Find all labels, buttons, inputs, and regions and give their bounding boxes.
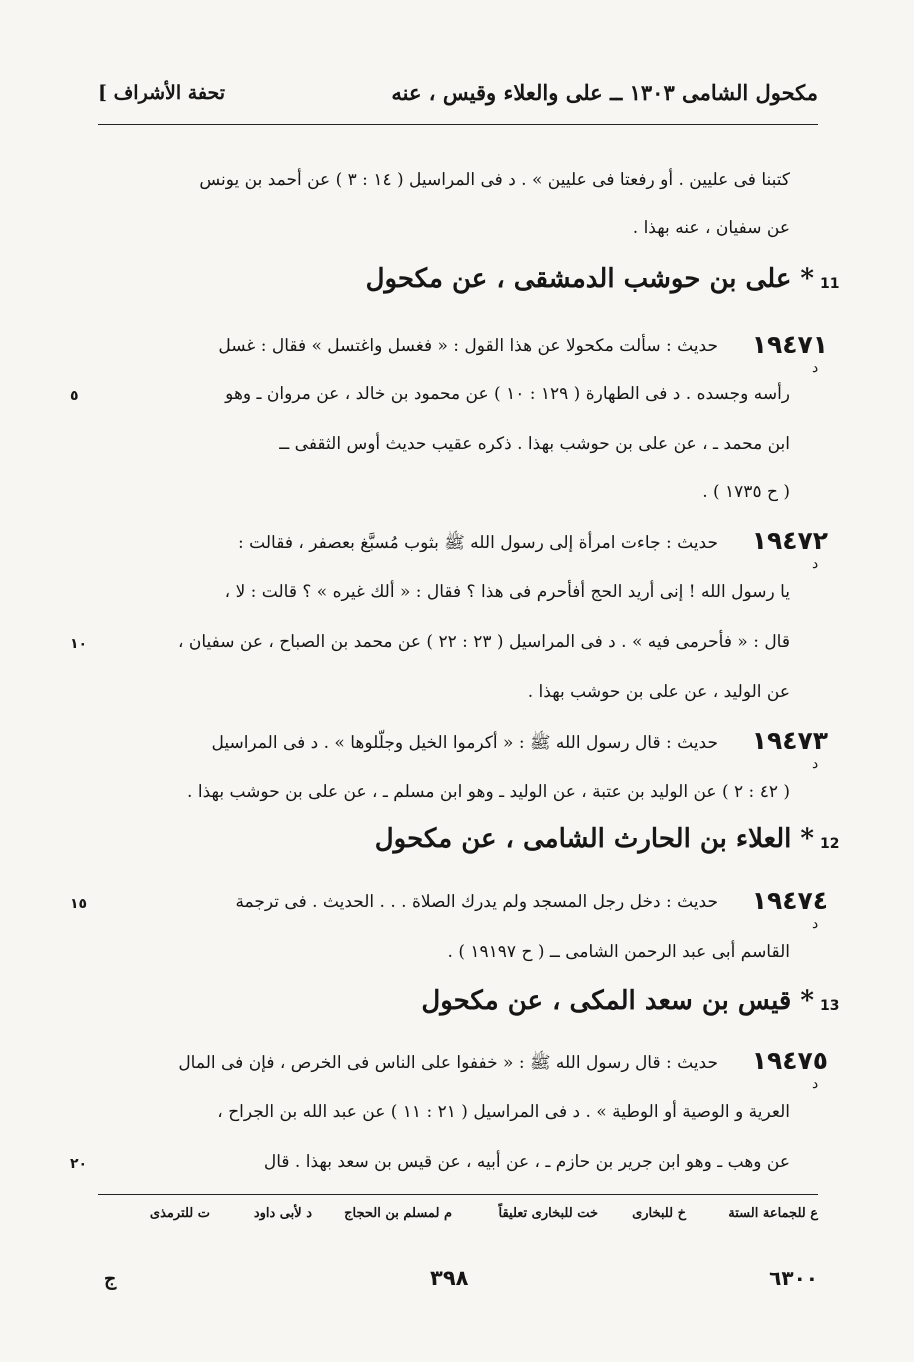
hadith-line: ابن محمد ـ ، عن على بن حوشب بهذا . ذكره عقيب حديث أوس الثقفى ــ <box>279 434 790 454</box>
hadith-line: حديث : قال رسول الله ﷺ : « أكرموا الخيل وجلّلوها » . د فى المراسيل <box>211 733 718 753</box>
siglum-key: خت للبخارى تعليقاً <box>498 1206 598 1221</box>
siglum: د <box>812 1076 819 1092</box>
margin-line-number: ٥ <box>70 388 79 404</box>
hadith-line: حديث : جاءت امرأة إلى رسول الله ﷺ بثوب مُسبَّغ بعصفر ، فقالت : <box>238 533 718 553</box>
margin-line-number: ٢٠ <box>70 1156 88 1172</box>
volume-marker: ج <box>104 1268 117 1290</box>
siglum-key: خ للبخارى <box>632 1206 686 1221</box>
siglum-key: ت للترمذى <box>149 1206 210 1221</box>
hadith-number: ١٩٤٧٤ <box>751 886 828 915</box>
hadith-line: العرية و الوصية أو الوطية » . د فى المراسيل ( ٢١ : ١١ ) عن عبد الله بن الجراح ، <box>217 1102 790 1122</box>
section-title: * العلاء بن الحارث الشامى ، عن مكحول <box>374 824 814 854</box>
siglum-key: ع للجماعة الستة <box>728 1206 818 1221</box>
hadith-number: ١٩٤٧٢ <box>751 526 828 555</box>
margin-line-number: ١٠ <box>70 636 88 652</box>
siglum: د <box>812 556 819 572</box>
siglum: د <box>812 360 819 376</box>
intro-line: كتبنا فى عليين . أو رفعتا فى عليين » . د فى المراسيل ( ١٤ : ٣ ) عن أحمد بن يونس <box>199 170 790 190</box>
hadith-number: ١٩٤٧١ <box>751 330 828 359</box>
hadith-line: عن الوليد ، عن على بن حوشب بهذا . <box>527 682 790 702</box>
hadith-line: القاسم أبى عبد الرحمن الشامى ــ ( ح ١٩١٩٧ ) . <box>447 942 790 962</box>
section-number: 11 <box>820 276 840 292</box>
intro-line: عن سفيان ، عنه بهذا . <box>632 218 790 238</box>
cumulative-hadith-number: ٦٣٠٠ <box>769 1266 818 1290</box>
hadith-number: ١٩٤٧٣ <box>751 726 828 755</box>
hadith-line: حديث : قال رسول الله ﷺ : « خففوا على الناس فى الخرص ، فإن فى المال <box>178 1053 718 1073</box>
hadith-line: رأسه وجسده . د فى الطهارة ( ١٢٩ : ١٠ ) عن محمود بن خالد ، عن مروان ـ وهو <box>225 384 790 404</box>
page-number: ٣٩٨ <box>430 1266 469 1290</box>
header-chapter-title: مكحول الشامى ١٣٠٣ ــ على والعلاء وقيس ، عنه <box>391 80 818 105</box>
siglum: د <box>812 756 819 772</box>
header-rule <box>98 124 818 125</box>
hadith-line: عن وهب ـ وهو ابن جرير بن حازم ـ ، عن أبيه ، عن قيس بن سعد بهذا . قال <box>263 1152 790 1172</box>
footnote-rule <box>98 1194 818 1195</box>
siglum: د <box>812 916 819 932</box>
hadith-line: ( ح ١٧٣٥ ) . <box>702 482 790 502</box>
hadith-line: يا رسول الله ! إنى أريد الحج أفأحرم فى هذا ؟ فقال : « ألك غيره » ؟ قالت : لا ، <box>224 582 790 602</box>
hadith-line: ( ٤٢ : ٢ ) عن الوليد بن عتبة ، عن الوليد ـ وهو ابن مسلم ـ ، عن على بن حوشب بهذا . <box>187 782 790 802</box>
section-number: 12 <box>820 836 840 852</box>
running-header <box>98 76 818 116</box>
header-book-title: [ تحفة الأشراف <box>98 82 226 104</box>
siglum-key: م لمسلم بن الحجاج <box>344 1206 452 1221</box>
sigla-legend <box>98 1206 818 1236</box>
section-number: 13 <box>820 998 840 1014</box>
siglum-key: د لأبى داود <box>253 1206 312 1221</box>
section-title: * قيس بن سعد المكى ، عن مكحول <box>421 986 814 1016</box>
hadith-number: ١٩٤٧٥ <box>751 1046 828 1075</box>
margin-line-number: ١٥ <box>70 896 88 912</box>
hadith-line: قال : « فأحرمى فيه » . د فى المراسيل ( ٢٣ : ٢٢ ) عن محمد بن الصباح ، عن سفيان ، <box>177 632 790 652</box>
hadith-line: حديث : سألت مكحولا عن هذا القول : « فغسل واغتسل » فقال : غسل <box>218 336 718 356</box>
section-title: * على بن حوشب الدمشقى ، عن مكحول <box>365 264 814 294</box>
hadith-line: حديث : دخل رجل المسجد ولم يدرك الصلاة . . . الحديث . فى ترجمة <box>235 892 718 912</box>
